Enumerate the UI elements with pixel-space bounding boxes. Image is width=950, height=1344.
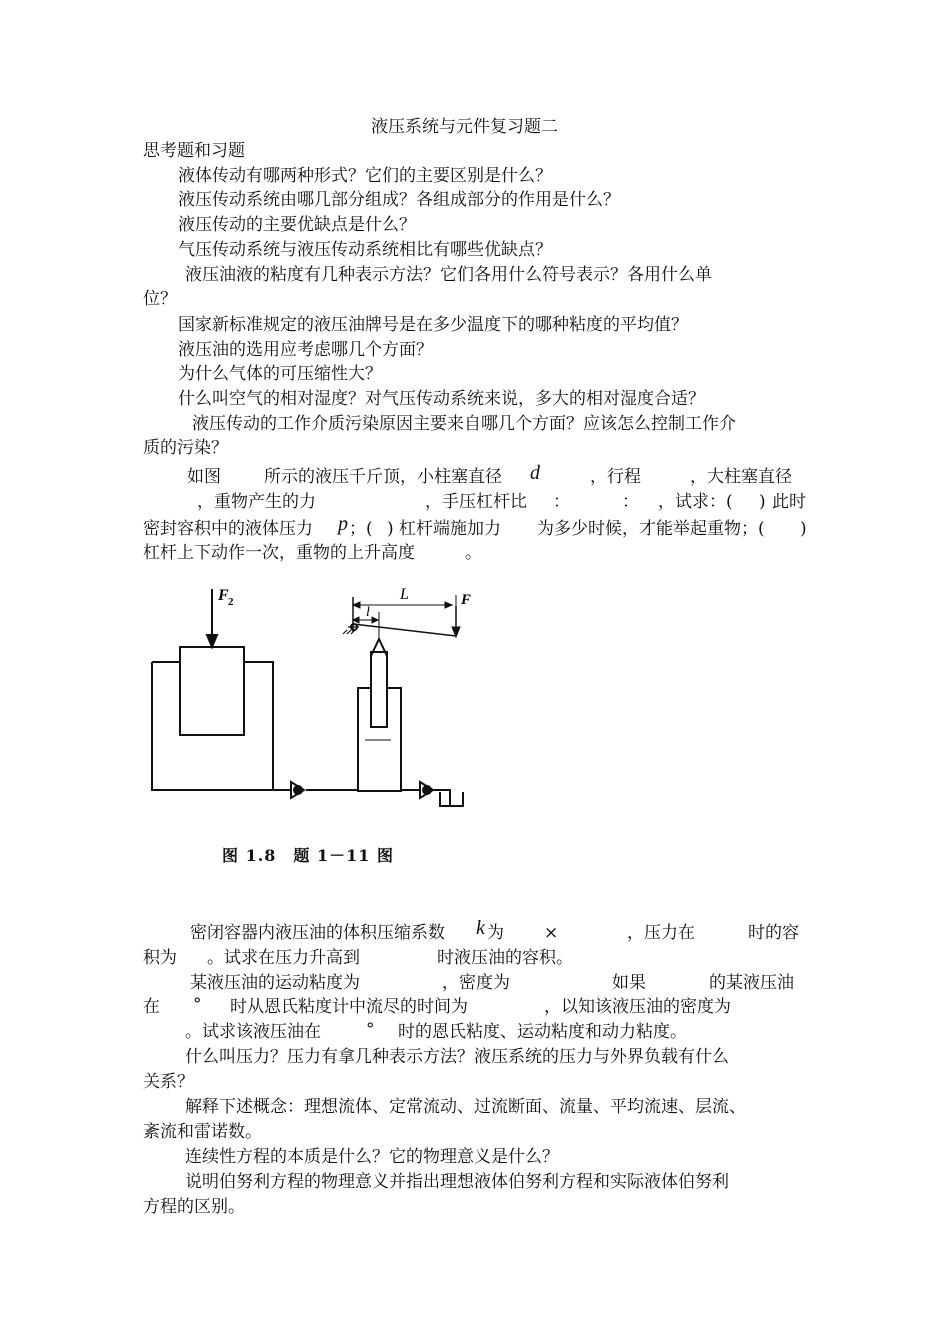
p11-l2-d: ： [622,492,639,512]
question-5-line2: 位？ [143,289,177,309]
question-10-line1: 液压传动的工作介质污染原因主要来自哪几个方面？应该怎么控制工作介 [192,414,736,434]
question-8: 为什么气体的可压缩性大？ [178,364,382,384]
p13-l2-c: 时从恩氏粘度计中流尽的时间为 [230,997,468,1017]
question-5-line1: 液压油液的粘度有几种表示方法？它们各用什么符号表示？各用什么单 [185,265,712,285]
label-F: F [461,592,472,608]
p13-l1-a: 某液压油的运动粘度为 [190,973,360,993]
p17-line1: 说明伯努利方程的物理意义并指出理想液体伯努利方程和实际液体伯努利 [185,1172,729,1192]
p12-l1-e: 时的容 [748,923,799,943]
p13-l2-a: 在 [143,997,160,1017]
p17-line2: 方程的区别。 [143,1197,245,1217]
p11-l1-b: 所示的液压千斤顶，小柱塞直径 [264,467,502,487]
p14-line2: 关系？ [143,1072,194,1092]
p11-l1-c: ，行程 [590,467,641,487]
p12-l2-c: 时液压油的容积。 [437,948,573,968]
large-piston [180,647,244,735]
p11-l3-d: 杠杆端施加力 [399,519,501,539]
p12-l1-c: × [544,923,559,943]
p13-l2-degree: ° [193,995,202,1015]
figure-caption: 图 1.8 题 1－11 图 [222,846,394,865]
large-cylinder-left-bottom [152,662,291,790]
p11-l3-c: ) [387,519,394,539]
question-7: 液压油的选用应考虑哪几个方面？ [178,340,433,360]
p11-l3-a: 密封容积中的液体压力 [143,519,313,539]
p13-l3-a: 。试求该液压油在 [185,1022,321,1042]
label-f2: F [218,587,229,604]
p11-l4-end: 。 [465,543,482,563]
p14-line1: 什么叫压力？压力有拿几种表示方法？液压系统的压力与外界负载有什么 [185,1047,729,1067]
section-heading: 思考题和习题 [143,141,245,161]
large-cylinder-right-wall [243,662,273,790]
p11-symbol-p: p [338,513,348,535]
check-valve-right-ball [423,786,431,794]
p15-line1: 解释下述概念：理想流体、定常流动、过流断面、流量、平均流速、层流、 [185,1097,746,1117]
p12-l1-d: ，压力在 [627,923,695,943]
oil-tank [440,792,463,806]
p11-l3-e: 为多少时候，才能举起重物；( [537,519,765,539]
label-l: l [366,605,370,620]
page-title: 液压系统与元件复习题二 [371,117,558,137]
p11-l3-b: ；( [349,519,373,539]
p16: 连续性方程的本质是什么？它的物理意义是什么？ [185,1147,559,1167]
f2-arrowhead [207,635,217,647]
p11-l1-a: 如图 [187,467,221,487]
small-plunger [371,652,387,727]
label-L: L [400,586,409,603]
p11-l3-f: ) [800,519,807,539]
question-9: 什么叫空气的相对湿度？对气压传动系统来说，多大的相对湿度合适？ [178,389,705,409]
p11-l2-e: ，试求：( [658,492,733,512]
p13-l3-c: 时的恩氏粘度、运动粘度和动力粘度。 [398,1022,687,1042]
p13-l1-b: ，密度为 [442,973,510,993]
p12-l2-b: 。试求在压力升高到 [207,948,360,968]
p11-symbol-d: d [530,462,540,484]
p12-l1-a: 密闭容器内液压油的体积压缩系数 [190,923,445,943]
p11-l2-g: 此时 [772,492,806,512]
p11-l1-d: ，大柱塞直径 [690,467,792,487]
p11-l2-f: ) [759,492,766,512]
question-10-line2: 质的污染？ [143,438,228,458]
label-f2-subscript: 2 [228,596,234,608]
p12-symbol-k: k [476,917,485,939]
p12-l1-b: 为 [487,923,504,943]
p11-l2-a: ，重物产生的力 [197,492,316,512]
p13-l1-c: 如果 [612,973,646,993]
p11-l4: 杠杆上下动作一次，重物的上升高度 [143,543,415,563]
p13-l2-d: ，以知该液压油的密度为 [544,997,731,1017]
question-1: 液体传动有哪两种形式？它们的主要区别是什么？ [178,166,552,186]
lever-arm [353,624,456,636]
p13-l3-degree: ° [366,1020,375,1040]
p13-l1-d: 的某液压油 [709,973,794,993]
p11-l2-c: ： [553,492,570,512]
question-2: 液压传动系统由哪几部分组成？各组成部分的作用是什么？ [178,190,620,210]
question-3: 液压传动的主要优缺点是什么？ [178,215,416,235]
p15-line2: 紊流和雷诺数。 [143,1122,262,1142]
p11-l2-b: ，手压杠杆比 [425,492,527,512]
question-6: 国家新标准规定的液压油牌号是在多少温度下的哪种粘度的平均值？ [178,315,688,335]
p12-l2-a: 积为 [143,948,177,968]
question-4: 气压传动系统与液压传动系统相比有哪些优缺点？ [178,240,552,260]
check-valve-left-ball [294,786,302,794]
tank-line [433,790,450,805]
